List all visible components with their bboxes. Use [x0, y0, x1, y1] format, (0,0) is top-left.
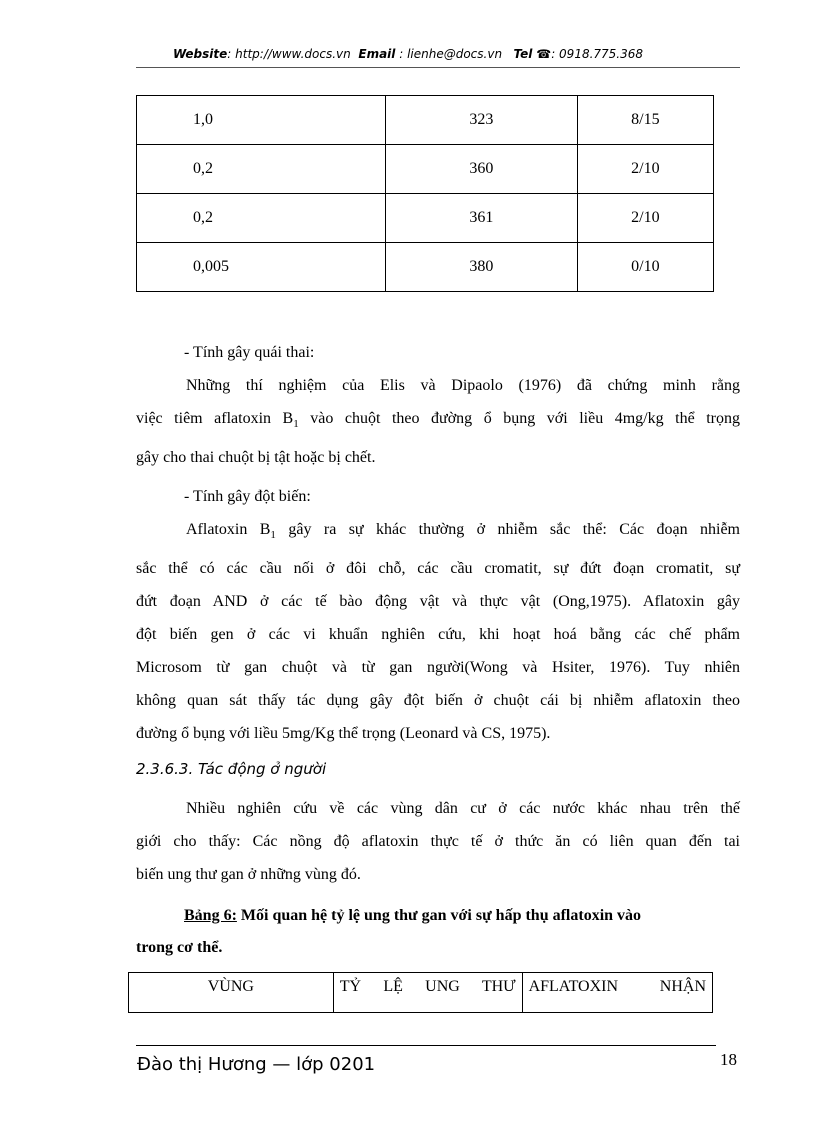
caption-label: Bảng 6:: [184, 907, 237, 924]
paragraph-line: Microsom từ gan chuột và từ gan người(Wong và Hsiter, 1976). Tuy nhiên: [136, 659, 740, 677]
table-row: [137, 243, 714, 292]
table-cell: 0,2: [137, 194, 386, 243]
section-title: - Tính gây quái thai:: [184, 344, 315, 361]
page-number: 18: [720, 1050, 737, 1069]
paragraph-line: sắc thể có các cầu nối ở đôi chỗ, các cầu cromatit, sự đứt đoạn cromatit, sự: [136, 560, 740, 578]
header-rule: [136, 67, 740, 68]
text-run: Aflatoxin B: [186, 521, 271, 538]
table-cell: 323: [385, 96, 577, 145]
section-heading: 2.3.6.3. Tác động ở người: [136, 760, 327, 778]
cancer-table: [128, 972, 713, 1013]
text-run: việc tiêm aflatoxin B: [136, 410, 294, 427]
paragraph-line: giới cho thấy: Các nồng độ aflatoxin thực tế ở thức ăn có liên quan đến tai: [136, 833, 740, 850]
table-row: [137, 96, 714, 145]
email-value: : lienhe@docs.vn: [395, 47, 503, 61]
paragraph-line: Nhiều nghiên cứu về các vùng dân cư ở các nước khác nhau trên thế: [186, 800, 740, 817]
table-cell: 1,0: [137, 96, 386, 145]
paragraph-line: biến ung thư gan ở những vùng đó.: [136, 866, 361, 883]
caption-text: Mối quan hệ tỷ lệ ung thư gan với sự hấp thụ aflatoxin vào: [236, 907, 642, 924]
table-cell: 0/10: [577, 243, 713, 292]
footer-rule: [136, 1045, 716, 1046]
caption-text-continued: trong cơ thể.: [136, 939, 223, 956]
paragraph-line: đường ổ bụng với liều 5mg/Kg thể trọng (Leonard và CS, 1975).: [136, 725, 551, 743]
paragraph-line: Những thí nghiệm của Elis và Dipaolo (1976) đã chứng minh rằng: [186, 377, 740, 394]
table-header-cell: TỶ LỆ UNG THƯ: [333, 973, 522, 1013]
paragraph-line: đứt đoạn AND ở các tế bào động vật và thực vật (Ong,1975). Aflatoxin gây: [136, 593, 740, 611]
table-caption: [136, 900, 740, 964]
table-cell: 0,2: [137, 145, 386, 194]
paragraph-line: gây cho thai chuột bị tật hoặc bị chết.: [136, 449, 376, 467]
table-cell: 361: [385, 194, 577, 243]
footer-author: Đào thị Hương — lớp 0201: [137, 1054, 376, 1075]
page-header: [0, 47, 816, 61]
section-teratogenic: [136, 336, 740, 474]
email-label: Email: [358, 47, 396, 61]
table-header-cell: VÙNG: [129, 973, 334, 1013]
table-cell: 2/10: [577, 145, 713, 194]
phone-icon: ☎: [536, 47, 552, 61]
table-row: [137, 145, 714, 194]
text-run: vào chuột theo đường ổ bụng với liều 4mg/kg thể trọng: [298, 410, 740, 427]
table-header-row: [129, 973, 713, 1013]
paragraph-line: [136, 402, 740, 441]
toxicity-table: [136, 95, 714, 292]
paragraph-line: không quan sát thấy tác dụng gây đột biến ở chuột cái bị nhiễm aflatoxin theo: [136, 692, 740, 710]
table-cell: 380: [385, 243, 577, 292]
text-run: gây ra sự khác thường ở nhiễm sắc thể: Các đoạn nhiễm: [275, 521, 740, 538]
tel-label: Tel: [513, 47, 533, 61]
table-cell: 360: [385, 145, 577, 194]
table-cell: 2/10: [577, 194, 713, 243]
tel-value: : 0918.775.368: [551, 47, 644, 61]
table-cell: 0,005: [137, 243, 386, 292]
table-cell: 8/15: [577, 96, 713, 145]
table-row: [137, 194, 714, 243]
section-mutagenic: [136, 480, 740, 750]
section-title: - Tính gây đột biến:: [184, 488, 311, 505]
paragraph-line: [136, 513, 740, 552]
paragraph-line: đột biến gen ở các vi khuẩn nghiên cứu, khi hoạt hoá bằng các chế phẩm: [136, 626, 740, 644]
section-human-effects: [136, 792, 740, 891]
subscript: 1: [293, 418, 299, 431]
subscript: 1: [270, 529, 276, 542]
table-header-cell: AFLATOXIN NHẬN: [522, 973, 712, 1013]
website-value: : http://www.docs.vn: [227, 47, 351, 61]
website-label: Website: [172, 47, 228, 61]
